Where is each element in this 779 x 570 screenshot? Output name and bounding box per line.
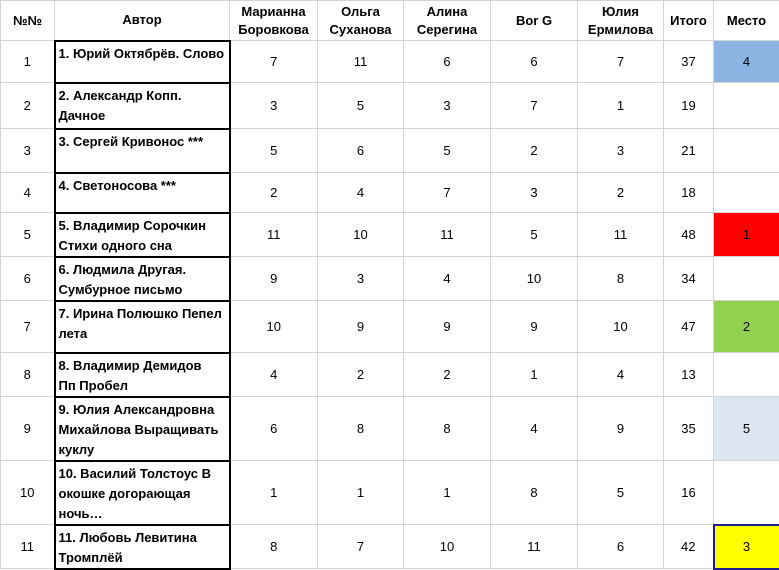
total-cell[interactable]: 35 — [664, 397, 714, 461]
row-number-cell[interactable]: 5 — [1, 213, 55, 257]
score-cell-borovkova[interactable]: 2 — [230, 173, 318, 213]
score-cell-seregina[interactable]: 7 — [404, 173, 491, 213]
score-cell-borovkova[interactable]: 10 — [230, 301, 318, 353]
score-cell-seregina[interactable]: 10 — [404, 525, 491, 569]
score-cell-bor-g[interactable]: 7 — [491, 83, 578, 129]
place-value: 1 — [714, 214, 779, 256]
total-cell[interactable]: 34 — [664, 257, 714, 301]
header-judge-seregina[interactable]: Алина Серегина — [404, 1, 491, 41]
place-value: 4 — [714, 42, 779, 82]
place-cell[interactable] — [714, 257, 779, 301]
score-cell-bor-g[interactable]: 5 — [491, 213, 578, 257]
table-row — [1, 213, 779, 257]
row-number-cell[interactable]: 11 — [1, 525, 55, 569]
score-cell-ermilova[interactable]: 11 — [578, 213, 664, 257]
row-number-cell[interactable]: 1 — [1, 41, 55, 83]
score-cell-ermilova[interactable]: 9 — [578, 397, 664, 461]
author-cell[interactable]: 7. Ирина Полюшко Пепел лета — [55, 301, 230, 353]
author-cell[interactable]: 5. Владимир Сорочкин Стихи одного сна — [55, 213, 230, 257]
score-cell-sukhanova[interactable]: 8 — [318, 397, 404, 461]
score-cell-ermilova[interactable]: 3 — [578, 129, 664, 173]
score-cell-borovkova[interactable]: 1 — [230, 461, 318, 525]
header-judge-bor-g[interactable]: Bor G — [491, 1, 578, 41]
score-cell-borovkova[interactable]: 9 — [230, 257, 318, 301]
score-cell-ermilova[interactable]: 5 — [578, 461, 664, 525]
author-cell[interactable]: 9. Юлия Александровна Михайлова Выращивать куклу — [55, 397, 230, 461]
score-cell-bor-g[interactable]: 4 — [491, 397, 578, 461]
row-number-cell[interactable]: 4 — [1, 173, 55, 213]
table-row — [1, 461, 779, 525]
header-total[interactable]: Итого — [664, 1, 714, 41]
score-cell-ermilova[interactable]: 6 — [578, 525, 664, 569]
table-row — [1, 257, 779, 301]
score-cell-bor-g[interactable]: 10 — [491, 257, 578, 301]
place-cell[interactable] — [714, 353, 779, 397]
total-cell[interactable]: 42 — [664, 525, 714, 569]
row-number-cell[interactable]: 8 — [1, 353, 55, 397]
score-cell-sukhanova[interactable]: 5 — [318, 83, 404, 129]
header-judge-sukhanova[interactable]: Ольга Суханова — [318, 1, 404, 41]
score-cell-borovkova[interactable]: 7 — [230, 41, 318, 83]
table-row — [1, 353, 779, 397]
author-cell[interactable]: 11. Любовь Левитина Тромплёй — [55, 525, 230, 569]
score-cell-ermilova[interactable]: 7 — [578, 41, 664, 83]
header-num[interactable]: №№ — [1, 1, 55, 41]
score-cell-sukhanova[interactable]: 10 — [318, 213, 404, 257]
score-cell-borovkova[interactable]: 4 — [230, 353, 318, 397]
row-number-cell[interactable]: 10 — [1, 461, 55, 525]
place-cell[interactable] — [714, 173, 779, 213]
author-cell[interactable]: 4. Светоносова *** — [55, 173, 230, 213]
score-cell-bor-g[interactable]: 9 — [491, 301, 578, 353]
score-cell-ermilova[interactable]: 2 — [578, 173, 664, 213]
table-row — [1, 41, 779, 83]
score-cell-sukhanova[interactable]: 11 — [318, 41, 404, 83]
place-cell[interactable] — [714, 129, 779, 173]
row-number-cell[interactable]: 7 — [1, 301, 55, 353]
place-cell[interactable] — [714, 41, 779, 83]
score-cell-sukhanova[interactable]: 4 — [318, 173, 404, 213]
total-cell[interactable]: 21 — [664, 129, 714, 173]
table-row — [1, 397, 779, 461]
author-cell[interactable]: 3. Сергей Кривонос *** — [55, 129, 230, 173]
author-cell[interactable]: 6. Людмила Другая. Сумбурное письмо — [55, 257, 230, 301]
score-cell-bor-g[interactable]: 11 — [491, 525, 578, 569]
score-cell-borovkova[interactable]: 3 — [230, 83, 318, 129]
score-cell-bor-g[interactable]: 8 — [491, 461, 578, 525]
row-number-cell[interactable]: 6 — [1, 257, 55, 301]
score-cell-bor-g[interactable]: 1 — [491, 353, 578, 397]
place-cell[interactable] — [714, 397, 779, 461]
place-value: 5 — [714, 399, 779, 459]
total-cell[interactable]: 13 — [664, 353, 714, 397]
place-cell[interactable] — [714, 213, 779, 257]
score-cell-seregina[interactable]: 6 — [404, 41, 491, 83]
score-cell-seregina[interactable]: 8 — [404, 397, 491, 461]
results-body — [1, 41, 779, 569]
place-cell[interactable] — [714, 83, 779, 129]
header-author[interactable]: Автор — [55, 1, 230, 41]
score-cell-sukhanova[interactable]: 6 — [318, 129, 404, 173]
total-cell[interactable]: 19 — [664, 83, 714, 129]
author-cell[interactable]: 1. Юрий Октябрёв. Слово — [55, 41, 230, 83]
place-cell[interactable] — [714, 525, 779, 569]
score-cell-ermilova[interactable]: 1 — [578, 83, 664, 129]
score-cell-seregina[interactable]: 4 — [404, 257, 491, 301]
table-row — [1, 301, 779, 353]
score-cell-bor-g[interactable]: 2 — [491, 129, 578, 173]
table-row — [1, 173, 779, 213]
score-cell-seregina[interactable]: 1 — [404, 461, 491, 525]
score-cell-borovkova[interactable]: 5 — [230, 129, 318, 173]
score-cell-bor-g[interactable]: 3 — [491, 173, 578, 213]
score-cell-seregina[interactable]: 11 — [404, 213, 491, 257]
score-cell-sukhanova[interactable]: 2 — [318, 353, 404, 397]
score-cell-borovkova[interactable]: 6 — [230, 397, 318, 461]
total-cell[interactable]: 18 — [664, 173, 714, 213]
place-value: 2 — [714, 302, 779, 352]
score-cell-seregina[interactable]: 3 — [404, 83, 491, 129]
header-row — [1, 1, 779, 41]
author-cell[interactable]: 10. Василий Толстоус В окошке догорающая ночь… — [55, 461, 230, 525]
score-cell-sukhanova[interactable]: 7 — [318, 525, 404, 569]
row-number-cell[interactable]: 3 — [1, 129, 55, 173]
header-place[interactable]: Место — [714, 1, 779, 41]
author-cell[interactable]: 8. Владимир Демидов Пп Пробел — [55, 353, 230, 397]
score-cell-bor-g[interactable]: 6 — [491, 41, 578, 83]
row-number-cell[interactable]: 9 — [1, 397, 55, 461]
score-cell-seregina[interactable]: 9 — [404, 301, 491, 353]
score-cell-seregina[interactable]: 5 — [404, 129, 491, 173]
score-cell-sukhanova[interactable]: 1 — [318, 461, 404, 525]
header-judge-ermilova[interactable]: Юлия Ермилова — [578, 1, 664, 41]
score-cell-sukhanova[interactable]: 9 — [318, 301, 404, 353]
score-cell-ermilova[interactable]: 4 — [578, 353, 664, 397]
total-cell[interactable]: 47 — [664, 301, 714, 353]
row-number-cell[interactable]: 2 — [1, 83, 55, 129]
place-value: 3 — [715, 527, 779, 567]
total-cell[interactable]: 48 — [664, 213, 714, 257]
author-cell[interactable]: 2. Александр Копп. Дачное — [55, 83, 230, 129]
score-cell-ermilova[interactable]: 8 — [578, 257, 664, 301]
table-row — [1, 83, 779, 129]
score-cell-ermilova[interactable]: 10 — [578, 301, 664, 353]
place-cell[interactable] — [714, 461, 779, 525]
score-cell-borovkova[interactable]: 8 — [230, 525, 318, 569]
score-cell-sukhanova[interactable]: 3 — [318, 257, 404, 301]
total-cell[interactable]: 16 — [664, 461, 714, 525]
table-row — [1, 129, 779, 173]
score-cell-seregina[interactable]: 2 — [404, 353, 491, 397]
score-cell-borovkova[interactable]: 11 — [230, 213, 318, 257]
total-cell[interactable]: 37 — [664, 41, 714, 83]
table-row — [1, 525, 779, 569]
place-cell[interactable] — [714, 301, 779, 353]
header-judge-borovkova[interactable]: Марианна Боровкова — [230, 1, 318, 41]
